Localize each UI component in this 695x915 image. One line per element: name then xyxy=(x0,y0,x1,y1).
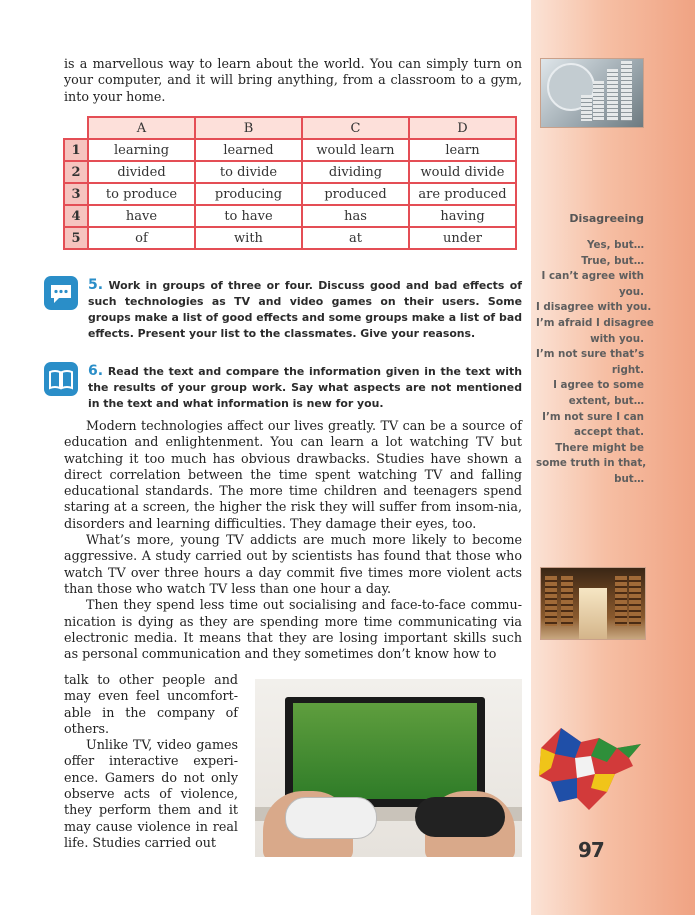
phrase: I disagree with you. xyxy=(536,301,652,314)
table-cell: having xyxy=(409,205,516,227)
reading-text-narrow xyxy=(64,672,238,851)
table-cell: with xyxy=(195,227,302,249)
phrase: right. xyxy=(611,363,644,376)
phrase: True, but… xyxy=(581,254,644,267)
row-number: 1 xyxy=(64,139,88,161)
flags-dove-illustration xyxy=(537,718,645,814)
phrase: some truth in that, xyxy=(536,457,647,470)
paragraph: talk to other people and may even feel uncomfort-able in the company of others. xyxy=(64,672,238,736)
intro-paragraph: is a marvellous way to learn about the world. You can simply turn on your computer, and it will bring anything, from a classroom to a gym, into your home. xyxy=(64,56,522,104)
library-photo xyxy=(540,567,646,640)
video-game-photo xyxy=(255,679,522,857)
task-6 xyxy=(88,363,522,412)
table-cell: would divide xyxy=(409,161,516,183)
book-icon xyxy=(44,362,78,396)
table-row xyxy=(64,139,516,161)
disagreeing-phrases xyxy=(536,238,654,488)
answer-table xyxy=(63,116,517,250)
phrase: extent, but… xyxy=(568,394,644,407)
task-text: Read the text and compare the information given in the text with the results of your group work. Say what aspects are not mentioned in the text and what information is new for you. xyxy=(88,365,522,410)
row-number: 5 xyxy=(64,227,88,249)
phrase: Yes, but… xyxy=(586,239,644,251)
table-cell: would learn xyxy=(302,139,409,161)
phrase: I’m not sure I can xyxy=(542,410,644,423)
page-number: 97 xyxy=(578,838,604,862)
speech-bubble-icon xyxy=(44,276,78,310)
table-row xyxy=(64,205,516,227)
task-number: 5. xyxy=(88,277,104,293)
task-5 xyxy=(88,277,522,342)
reading-text xyxy=(64,418,522,662)
table-cell: dividing xyxy=(302,161,409,183)
phrase: you. xyxy=(618,285,644,298)
table-cell: produced xyxy=(302,183,409,205)
phrase: There might be xyxy=(555,441,644,454)
phrase: but… xyxy=(614,472,644,485)
table-row xyxy=(64,227,516,249)
table-cell: producing xyxy=(195,183,302,205)
table-cell: to have xyxy=(195,205,302,227)
table-header-row xyxy=(64,117,516,139)
table-cell: are produced xyxy=(409,183,516,205)
table-cell: to divide xyxy=(195,161,302,183)
row-number: 3 xyxy=(64,183,88,205)
paragraph: Modern technologies affect our lives greatly. TV can be a source of education and enlightenment. You can learn a lot watching TV but watching it too much has obvious drawbacks. Studies have shown a direct correlation between the time spent watching TV and falling educational standards. The more time children and teenagers spend staring at a screen, the higher the risk they will suffer from insom-nia, disorders and learning difficulties. They damage their eyes, too. xyxy=(64,418,522,531)
row-number: 2 xyxy=(64,161,88,183)
phrase: accept that. xyxy=(573,426,644,439)
phrase: I can’t agree with xyxy=(541,270,644,283)
paragraph: What’s more, young TV addicts are much more likely to become aggressive. A study carried out by scientists has found that those who watch TV over three hours a day commit five times more violent acts than those who watch TV less than one hour a day. xyxy=(64,532,522,596)
table-cell: learn xyxy=(409,139,516,161)
table-cell: has xyxy=(302,205,409,227)
phrase: with you. xyxy=(590,332,644,345)
column-header: B xyxy=(195,117,302,139)
table-cell: of xyxy=(88,227,195,249)
table-cell: learning xyxy=(88,139,195,161)
table-cell: divided xyxy=(88,161,195,183)
table-cell: have xyxy=(88,205,195,227)
table-cell: to produce xyxy=(88,183,195,205)
column-header: A xyxy=(88,117,195,139)
row-number: 4 xyxy=(64,205,88,227)
column-header: D xyxy=(409,117,516,139)
phrase: I agree to some xyxy=(553,379,644,392)
column-header: C xyxy=(302,117,409,139)
table-row xyxy=(64,183,516,205)
coins-clock-photo xyxy=(540,58,644,128)
table-corner xyxy=(64,117,88,139)
table-cell: learned xyxy=(195,139,302,161)
paragraph: Unlike TV, video games offer interactive experi-ence. Gamers do not only observe acts of violence, they perform them and it may cause violence in real life. Studies carried out xyxy=(64,737,238,850)
paragraph: Then they spend less time out socialising and face-to-face commu-nication is dying as they are spending more time communicating via electronic media. It means that they are losing important skills such as personal communication and they sometimes don’t know how to xyxy=(64,597,522,662)
table-row xyxy=(64,161,516,183)
task-text: Work in groups of three or four. Discuss good and bad effects of such technologies as TV and video games on their users. Some groups make a list of good effects and some groups make a list of bad effects. Present your list to the classmates. Give your reasons. xyxy=(88,279,522,340)
disagreeing-heading: Disagreeing xyxy=(569,212,644,225)
table-cell: under xyxy=(409,227,516,249)
phrase: I’m afraid I disagree xyxy=(536,316,654,329)
task-number: 6. xyxy=(88,363,104,379)
phrase: I’m not sure that’s xyxy=(536,348,645,361)
table-cell: at xyxy=(302,227,409,249)
